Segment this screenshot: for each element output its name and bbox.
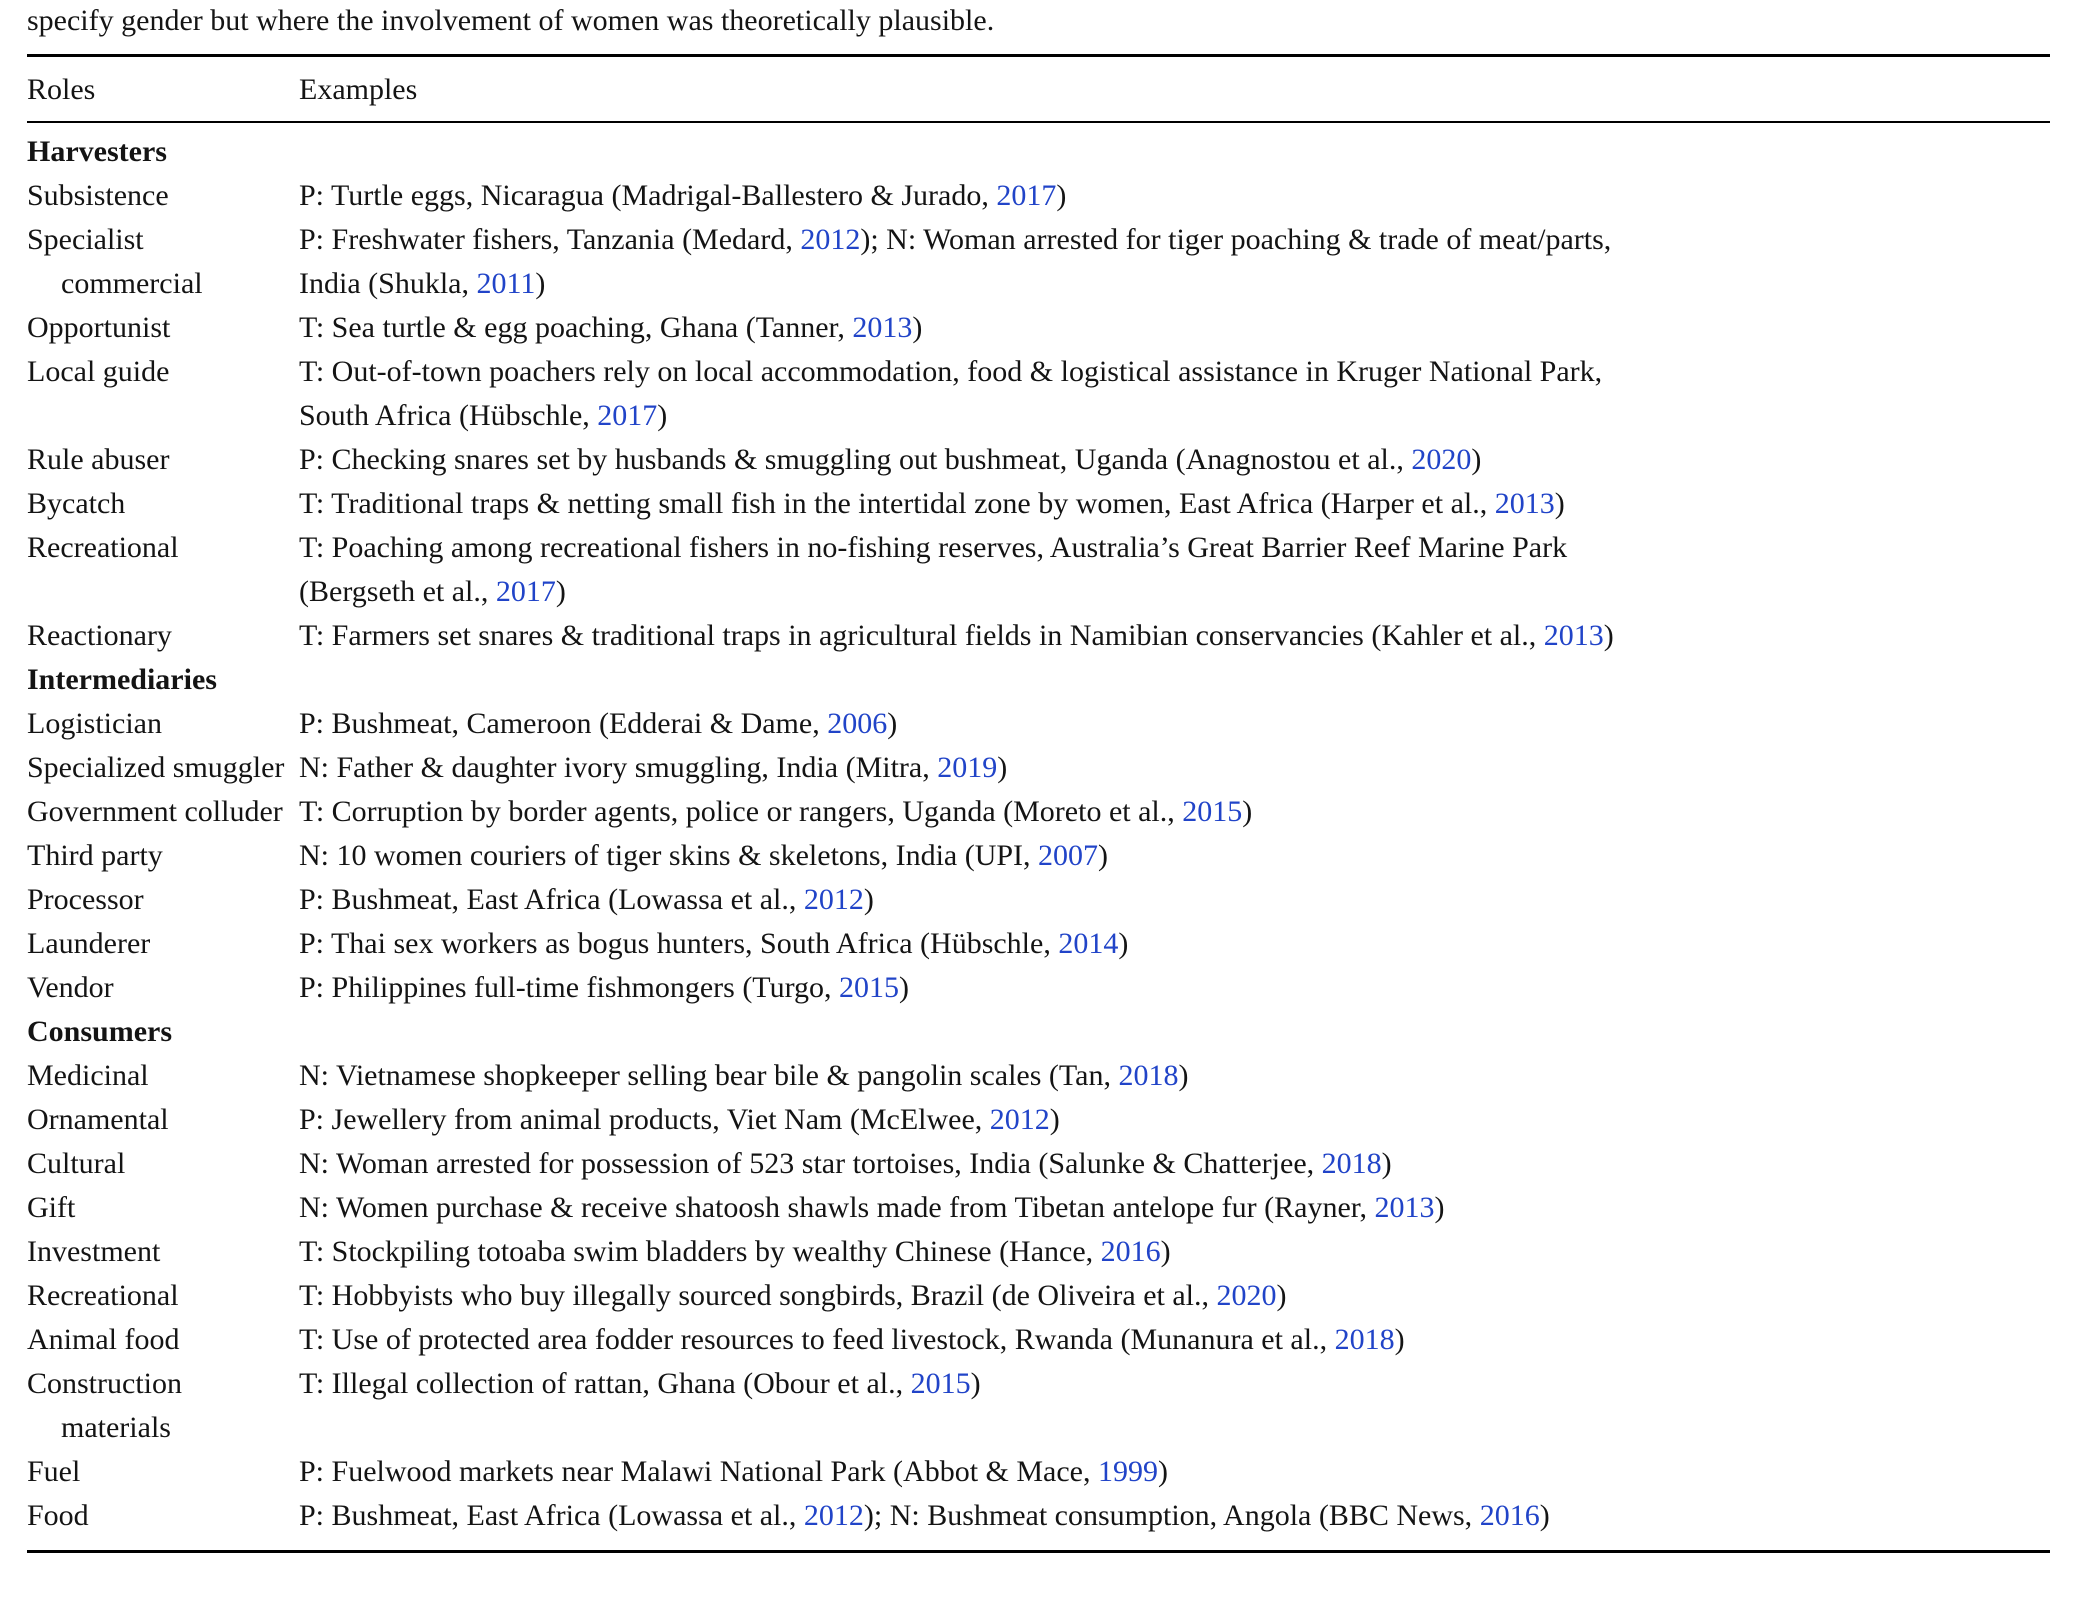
section-row (27, 1010, 2050, 1054)
role-label: commercial (61, 267, 203, 300)
example-cell: T: Corruption by border agents, police or rangers, Uganda (Moreto et al., 2015) (299, 795, 1253, 828)
example-cell: P: Bushmeat, East Africa (Lowassa et al., 2012); N: Bushmeat consumption, Angola (BBC News, 2016) (299, 1499, 1550, 1532)
role-cell (27, 1274, 299, 1318)
role-label: Local guide (27, 355, 170, 388)
example-cell: T: Sea turtle & egg poaching, Ghana (Tanner, 2013) (299, 311, 923, 344)
column-header-roles: Roles (27, 56, 299, 123)
role-cell (27, 614, 299, 658)
section-label: Consumers (27, 1015, 173, 1048)
role-label: Launderer (27, 927, 151, 960)
table-row (27, 1274, 2050, 1318)
example-cell: P: Fuelwood markets near Malawi National Park (Abbot & Mace, 1999) (299, 1455, 1168, 1488)
intro-text: specify gender but where the involvement of women was theoretically plausible. (27, 4, 995, 37)
table-body (27, 122, 2050, 1552)
role-label: Opportunist (27, 311, 171, 344)
role-label: Vendor (27, 971, 114, 1004)
citation-year-link[interactable]: 2018 (1321, 1147, 1382, 1180)
role-label: Medicinal (27, 1059, 149, 1092)
example-cell: P: Jewellery from animal products, Viet Nam (McElwee, 2012) (299, 1103, 1060, 1136)
table-row (27, 174, 2050, 218)
example-cell: T: Farmers set snares & traditional traps in agricultural fields in Namibian conservancies (Kahler et al., 2013) (299, 619, 1614, 652)
role-cell (27, 834, 299, 878)
example-cell: N: Women purchase & receive shatoosh shawls made from Tibetan antelope fur (Rayner, 2013) (299, 1191, 1445, 1224)
role-label: Cultural (27, 1147, 126, 1180)
citation-year-link[interactable]: 2011 (476, 267, 536, 300)
role-cell (27, 350, 299, 438)
citation-year-link[interactable]: 2015 (1182, 795, 1243, 828)
table-row (27, 350, 2050, 438)
role-cell (27, 878, 299, 922)
role-label: Construction (27, 1367, 182, 1400)
example-cell: T: Stockpiling totoaba swim bladders by wealthy Chinese (Hance, 2016) (299, 1235, 1171, 1268)
citation-year-link[interactable]: 2013 (1494, 487, 1555, 520)
table-row (27, 1318, 2050, 1362)
table-row (27, 306, 2050, 350)
role-label: Processor (27, 883, 144, 916)
citation-year-link[interactable]: 2020 (1216, 1279, 1277, 1312)
citation-year-link[interactable]: 2013 (1374, 1191, 1435, 1224)
role-cell (27, 966, 299, 1010)
example-cell: N: Father & daughter ivory smuggling, India (Mitra, 2019) (299, 751, 1008, 784)
role-cell (27, 1362, 299, 1450)
citation-year-link[interactable]: 2017 (495, 575, 556, 608)
role-label: Third party (27, 839, 163, 872)
example-cell: T: Use of protected area fodder resources to feed livestock, Rwanda (Munanura et al., 2018) (299, 1323, 1405, 1356)
table-row (27, 1362, 2050, 1450)
table-row (27, 922, 2050, 966)
citation-year-link[interactable]: 2020 (1411, 443, 1472, 476)
table-row (27, 218, 2050, 306)
role-label: Specialist (27, 223, 144, 256)
role-label: Subsistence (27, 179, 169, 212)
section-label: Harvesters (27, 135, 167, 168)
example-cell: T: Out-of-town poachers rely on local accommodation, food & logistical assistance in Kruger National Park, South Africa (Hübschle, 2017) (299, 355, 1603, 432)
role-label: Ornamental (27, 1103, 169, 1136)
section-row (27, 122, 2050, 174)
citation-year-link[interactable]: 2012 (800, 223, 861, 256)
table-row (27, 834, 2050, 878)
role-cell (27, 1142, 299, 1186)
citation-year-link[interactable]: 2018 (1334, 1323, 1395, 1356)
role-cell (27, 482, 299, 526)
section-row (27, 658, 2050, 702)
table-row (27, 614, 2050, 658)
citation-year-link[interactable]: 1999 (1097, 1455, 1158, 1488)
role-cell (27, 1494, 299, 1552)
citation-year-link[interactable]: 2012 (803, 1499, 864, 1532)
table-header (27, 56, 2050, 123)
role-label: Fuel (27, 1455, 81, 1488)
example-cell: T: Hobbyists who buy illegally sourced songbirds, Brazil (de Oliveira et al., 2020) (299, 1279, 1287, 1312)
table-row (27, 702, 2050, 746)
table-row (27, 482, 2050, 526)
example-cell: P: Thai sex workers as bogus hunters, South Africa (Hübschle, 2014) (299, 927, 1129, 960)
role-cell (27, 174, 299, 218)
example-cell: N: 10 women couriers of tiger skins & skeletons, India (UPI, 2007) (299, 839, 1109, 872)
example-cell: P: Freshwater fishers, Tanzania (Medard, 2012); N: Woman arrested for tiger poaching & trade of meat/parts, India (Shukla, 2011) (299, 223, 1612, 300)
citation-year-link[interactable]: 2017 (996, 179, 1057, 212)
role-cell (27, 702, 299, 746)
example-cell: T: Poaching among recreational fishers in no-fishing reserves, Australia’s Great Barrier Reef Marine Park (Bergseth et al., 2017) (299, 531, 1568, 608)
citation-year-link[interactable]: 2014 (1058, 927, 1119, 960)
role-label: Specialized smuggler (27, 751, 285, 784)
table-row (27, 1142, 2050, 1186)
table-row (27, 526, 2050, 614)
table-row (27, 790, 2050, 834)
role-label: Rule abuser (27, 443, 170, 476)
header-row (27, 56, 2050, 123)
citation-year-link[interactable]: 2016 (1100, 1235, 1161, 1268)
table-row (27, 1494, 2050, 1552)
table-row (27, 1230, 2050, 1274)
role-cell (27, 922, 299, 966)
role-label: materials (61, 1411, 171, 1444)
role-cell (27, 526, 299, 614)
role-label: Reactionary (27, 619, 172, 652)
role-label: Recreational (27, 1279, 179, 1312)
citation-year-link[interactable]: 2012 (989, 1103, 1050, 1136)
table-row (27, 878, 2050, 922)
table-row (27, 1186, 2050, 1230)
example-cell: P: Bushmeat, Cameroon (Edderai & Dame, 2006) (299, 707, 898, 740)
example-cell: P: Bushmeat, East Africa (Lowassa et al., 2012) (299, 883, 874, 916)
table-row (27, 1054, 2050, 1098)
role-cell (27, 1186, 299, 1230)
role-cell (27, 1318, 299, 1362)
role-label: Gift (27, 1191, 76, 1224)
example-cell: T: Illegal collection of rattan, Ghana (Obour et al., 2015) (299, 1367, 981, 1400)
role-cell (27, 438, 299, 482)
role-cell (27, 218, 299, 306)
role-cell (27, 306, 299, 350)
citation-year-link[interactable]: 2019 (937, 751, 998, 784)
table-row (27, 746, 2050, 790)
table-row (27, 1450, 2050, 1494)
role-cell (27, 1098, 299, 1142)
role-cell (27, 1230, 299, 1274)
citation-year-link[interactable]: 2007 (1038, 839, 1099, 872)
role-label: Animal food (27, 1323, 180, 1356)
citation-year-link[interactable]: 2015 (910, 1367, 971, 1400)
example-cell: P: Philippines full-time fishmongers (Turgo, 2015) (299, 971, 910, 1004)
role-cell (27, 1054, 299, 1098)
citation-year-link[interactable]: 2015 (839, 971, 900, 1004)
table-row (27, 438, 2050, 482)
role-cell (27, 746, 299, 790)
citation-year-link[interactable]: 2013 (852, 311, 913, 344)
example-cell: T: Traditional traps & netting small fish in the intertidal zone by women, East Africa (Harper et al., 2013) (299, 487, 1565, 520)
table-row (27, 966, 2050, 1010)
table-row (27, 1098, 2050, 1142)
citation-year-link[interactable]: 2013 (1543, 619, 1604, 652)
role-label: Government colluder (27, 795, 283, 828)
example-cell: N: Woman arrested for possession of 523 star tortoises, India (Salunke & Chatterjee, 2018) (299, 1147, 1392, 1180)
column-header-examples: Examples (299, 56, 2050, 123)
citation-year-link[interactable]: 2006 (827, 707, 888, 740)
role-label: Food (27, 1499, 89, 1532)
section-label: Intermediaries (27, 663, 217, 696)
citation-year-link[interactable]: 2017 (597, 399, 658, 432)
citation-year-link[interactable]: 2018 (1118, 1059, 1179, 1092)
role-label: Logistician (27, 707, 162, 740)
example-cell: P: Turtle eggs, Nicaragua (Madrigal-Ballestero & Jurado, 2017) (299, 179, 1067, 212)
role-cell (27, 1450, 299, 1494)
role-label: Recreational (27, 531, 179, 564)
citation-year-link[interactable]: 2012 (803, 883, 864, 916)
role-label: Investment (27, 1235, 161, 1268)
role-label: Bycatch (27, 487, 126, 520)
example-cell: N: Vietnamese shopkeeper selling bear bile & pangolin scales (Tan, 2018) (299, 1059, 1189, 1092)
citation-year-link[interactable]: 2016 (1479, 1499, 1540, 1532)
example-cell: P: Checking snares set by husbands & smuggling out bushmeat, Uganda (Anagnostou et al., 2020) (299, 443, 1482, 476)
role-cell (27, 790, 299, 834)
roles-examples-table (27, 54, 2050, 1553)
